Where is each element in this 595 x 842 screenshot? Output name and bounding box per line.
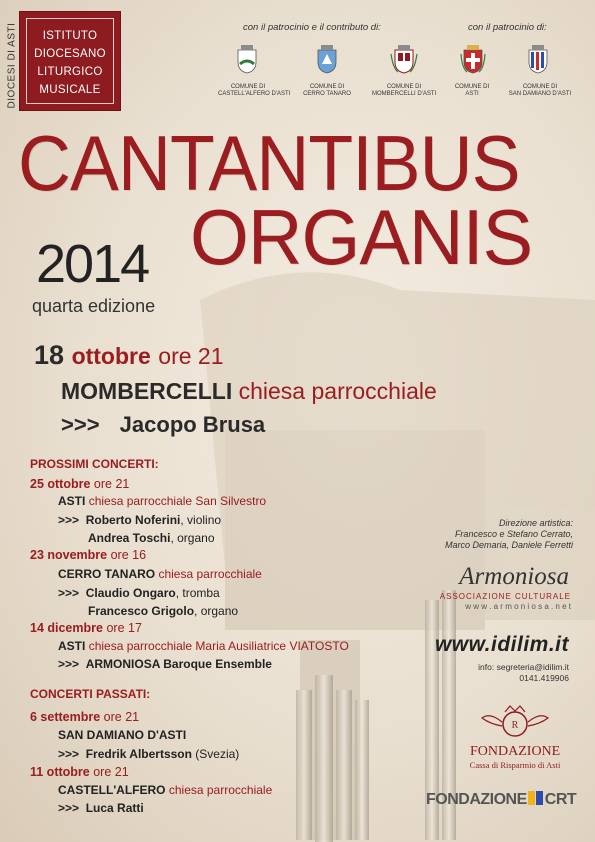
title-year: 2014: [36, 234, 149, 294]
svg-text:R: R: [511, 720, 519, 731]
concert-performer: >>> Fredrik Albertsson (Svezia): [58, 747, 240, 761]
past-heading: CONCERTI PASSATI:: [30, 687, 151, 701]
artistic-direction: Direzione artistica: Francesco e Stefano Cerrato, Marco Demaria, Daniele Ferretti: [444, 518, 573, 550]
asti-crest-icon: [460, 44, 486, 74]
institute-line: DIOCESANO: [34, 48, 106, 60]
institute-line: LITURGICO: [37, 66, 103, 78]
main-event-place: MOMBERCELLI chiesa parrocchiale: [61, 378, 437, 404]
concert-place: CASTELL'ALFERO chiesa parrocchiale: [58, 783, 273, 797]
concert-performer: >>> Claudio Ongaro, tromba: [58, 586, 220, 600]
concert-performer: >>> Luca Ratti: [58, 801, 144, 815]
concert-performer: >>> Roberto Noferini, violino: [58, 513, 222, 527]
crest-caption: COMUNE DI CASTELL'ALFERO D'ASTI: [218, 84, 291, 97]
concert-date: 14 dicembre ore 17: [30, 621, 142, 635]
concert-date: 11 ottobre ore 21: [30, 765, 129, 779]
institute-logo: [20, 12, 120, 110]
crest-caption: COMUNE DI ASTI: [454, 84, 490, 97]
crest-caption: COMUNE DI MOMBERCELLI D'ASTI: [372, 84, 437, 97]
fondazione-cr-asti-subtitle: Cassa di Risparmio di Asti: [469, 760, 561, 770]
concert-performer: Francesco Grigolo, organo: [88, 604, 239, 618]
concert-place: ASTI chiesa parrocchiale Maria Ausiliatrice VIATOSTO: [58, 639, 349, 653]
fondazione-cr-asti-emblem-icon: [480, 704, 550, 744]
castellalfero-crest-icon: [236, 44, 258, 74]
idilim-website-link[interactable]: www.idilim.it: [434, 633, 569, 656]
armoniosa-url[interactable]: w w w . a r m o n i o s a . n e t: [465, 602, 571, 611]
institute-line: ISTITUTO: [42, 30, 98, 42]
concert-performer: >>> ARMONIOSA Baroque Ensemble: [58, 657, 272, 671]
title-organis: ORGANIS: [190, 193, 533, 281]
contact-info: info: segreteria@idilim.it 0141.419906: [478, 662, 569, 683]
main-event-date: 18 ottobre ore 21: [34, 340, 224, 370]
armoniosa-logo: Armoniosa: [459, 563, 569, 590]
crest-caption: COMUNE DI SAN DAMIANO D'ASTI: [508, 84, 572, 97]
concert-place: SAN DAMIANO D'ASTI: [58, 728, 187, 742]
institute-line: MUSICALE: [39, 84, 101, 96]
main-event-performer: >>> Jacopo Brusa: [61, 412, 266, 437]
patronage-contribution-label: con il patrocinio e il contributo di:: [243, 22, 381, 33]
fondazione-crt-logo: FONDAZIONE CRT: [426, 791, 577, 808]
concert-place: CERRO TANARO chiesa parrocchiale: [58, 567, 262, 581]
armoniosa-subtitle: ASSOCIAZIONE CULTURALE: [439, 592, 571, 601]
mombercelli-crest-icon: [390, 44, 418, 74]
upcoming-heading: PROSSIMI CONCERTI:: [30, 457, 159, 471]
concert-place: ASTI chiesa parrocchiale San Silvestro: [58, 494, 267, 508]
crest-caption: COMUNE DI CERRO TANARO: [303, 84, 351, 97]
san-damiano-crest-icon: [527, 44, 549, 74]
concert-performer: Andrea Toschi, organo: [88, 531, 215, 545]
concert-date: 6 settembre ore 21: [30, 710, 140, 724]
concert-date: 23 novembre ore 16: [30, 548, 147, 562]
diocese-label: DIOCESI DI ASTI: [6, 22, 18, 109]
fondazione-cr-asti-name: FONDAZIONE: [470, 744, 561, 759]
title-cantantibus: CANTANTIBUS: [18, 119, 520, 207]
patronage-label: con il patrocinio di:: [468, 22, 547, 33]
title-edition: quarta edizione: [32, 296, 156, 316]
concert-date: 25 ottobre ore 21: [30, 477, 130, 491]
cerro-tanaro-crest-icon: [316, 44, 338, 74]
